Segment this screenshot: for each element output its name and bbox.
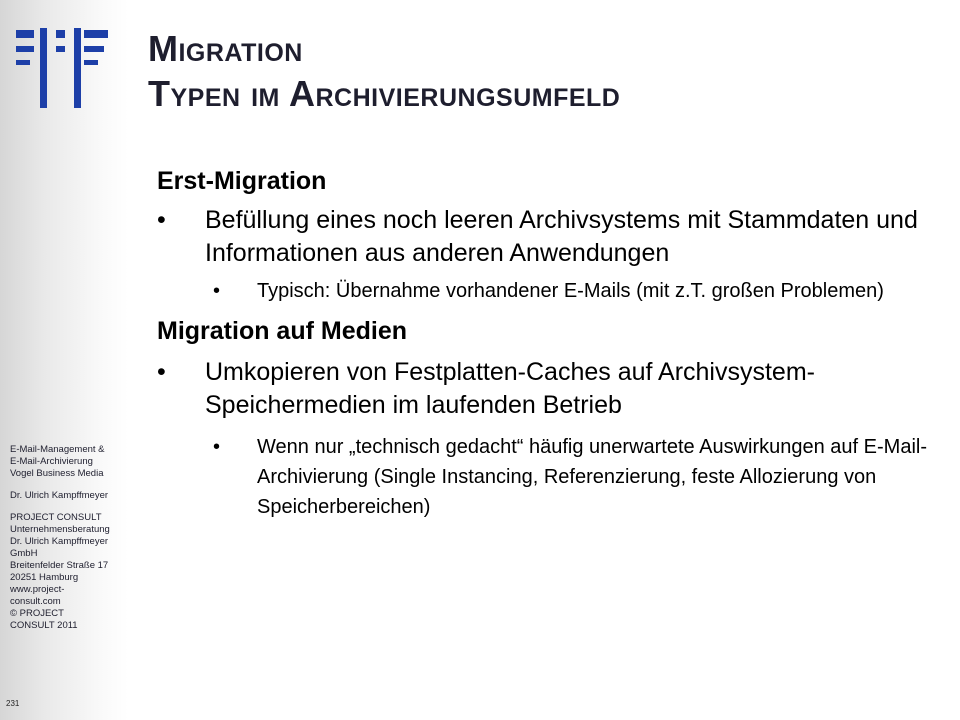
- sidebar-line: PROJECT CONSULT: [10, 512, 102, 523]
- sub-bullet-item: [157, 278, 947, 305]
- title-line-2: Typen im Archivierungsumfeld: [148, 73, 621, 114]
- bullet-dot: •: [157, 358, 166, 386]
- slide-title: [148, 26, 620, 116]
- title-line-1: Migration: [148, 28, 303, 69]
- sidebar-line: Breitenfelder Straße 17: [10, 560, 109, 571]
- sidebar-line: Dr. Ulrich Kampffmeyer: [10, 490, 109, 501]
- sub-bullet-dot: •: [213, 436, 221, 458]
- slide-content: [157, 164, 947, 522]
- sidebar: [0, 0, 128, 720]
- sub-bullet-item: [157, 432, 947, 522]
- sub-bullet-dot: •: [213, 280, 221, 302]
- bullet-item: [157, 204, 947, 270]
- sidebar-line: E-Mail-Archivierung: [10, 456, 93, 467]
- project-consult-logo-icon: [16, 28, 108, 108]
- bullet-item: [157, 356, 947, 422]
- page-number: 231: [6, 699, 20, 708]
- sidebar-line: Dr. Ulrich Kampffmeyer GmbH: [10, 536, 109, 559]
- sub-bullet-text: Typisch: Übernahme vorhandener E-Mails (mit z.T. großen Problemen): [257, 280, 884, 302]
- section-heading-migration-medien: Migration auf Medien: [157, 317, 407, 345]
- sidebar-line: Unternehmensberatung: [10, 524, 110, 535]
- sidebar-spacer: [10, 480, 126, 490]
- sidebar-spacer: [10, 502, 126, 512]
- bullet-text: Umkopieren von Festplatten-Caches auf Archivsystem-Speichermedien im laufenden Betrieb: [205, 358, 815, 419]
- sub-bullet-text: Wenn nur „technisch gedacht“ häufig unerwartete Auswirkungen auf E-Mail-Archivierung (Single Instancing, Referenzierung, feste Allozierung von Speicherbereichen): [257, 436, 927, 518]
- section-heading-erst-migration: Erst-Migration: [157, 167, 327, 195]
- bullet-dot: •: [157, 206, 166, 234]
- sidebar-info: [10, 444, 126, 632]
- sidebar-line: www.project- consult.com: [10, 584, 65, 607]
- sidebar-line: Vogel Business Media: [10, 468, 104, 479]
- sidebar-line: E-Mail-Management &: [10, 444, 105, 455]
- bullet-text: Befüllung eines noch leeren Archivsystems mit Stammdaten und Informationen aus anderen Anwendungen: [205, 206, 918, 267]
- sidebar-line: 20251 Hamburg: [10, 572, 79, 583]
- sidebar-line: © PROJECT CONSULT 2011: [10, 608, 78, 631]
